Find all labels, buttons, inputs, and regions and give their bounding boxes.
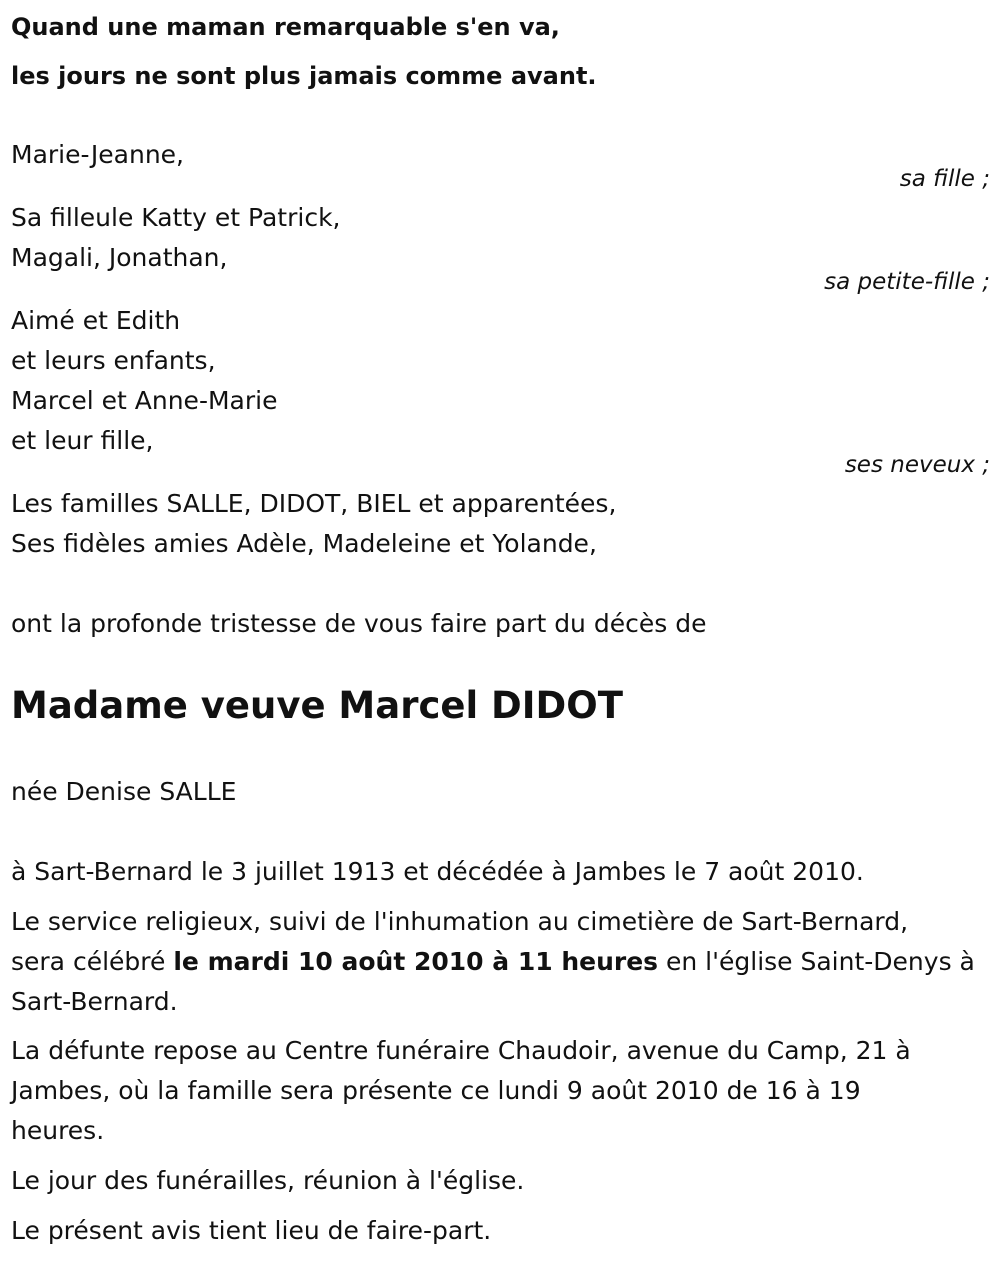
announcement: ont la profonde tristesse de vous faire part du décès de (11, 609, 707, 638)
relation-granddaughter: sa petite-fille ; (824, 269, 990, 295)
service-date-time: le mardi 10 août 2010 à 11 heures (173, 947, 659, 976)
service-line-2-pre: sera célébré (11, 947, 174, 976)
birth-name: née Denise SALLE (11, 777, 237, 806)
family-name-nephews-1: Aimé et Edith (11, 306, 181, 335)
relation-daughter: sa fille ; (899, 166, 990, 192)
family-others-2: Ses fidèles amies Adèle, Madeleine et Yolande, (11, 529, 597, 558)
family-others-1: Les familles SALLE, DIDOT, BIEL et apparentées, (11, 489, 617, 518)
meeting-note: Le jour des funérailles, réunion à l'église. (11, 1166, 525, 1195)
birth-death: à Sart-Bernard le 3 juillet 1913 et décédée à Jambes le 7 août 2010. (11, 857, 864, 886)
service-line-2 (11, 947, 975, 977)
deceased-name: Madame veuve Marcel DIDOT (11, 684, 623, 727)
service-line-3: Sart-Bernard. (11, 987, 178, 1016)
family-name-daughter: Marie-Jeanne, (11, 140, 184, 169)
family-name-granddaughter-2: Magali, Jonathan, (11, 243, 228, 272)
rest-line-1: La défunte repose au Centre funéraire Chaudoir, avenue du Camp, 21 à (11, 1036, 911, 1065)
rest-line-2: Jambes, où la famille sera présente ce lundi 9 août 2010 de 16 à 19 (11, 1076, 861, 1105)
family-name-nephews-4: et leur fille, (11, 426, 154, 455)
motto-line-1: Quand une maman remarquable s'en va, (11, 13, 560, 41)
notice-note: Le présent avis tient lieu de faire-part. (11, 1216, 492, 1245)
service-line-2-post: en l'église Saint-Denys à (658, 947, 975, 976)
family-name-nephews-2: et leurs enfants, (11, 346, 216, 375)
service-line-1: Le service religieux, suivi de l'inhumation au cimetière de Sart-Bernard, (11, 907, 909, 936)
rest-line-3: heures. (11, 1116, 105, 1145)
relation-nephews: ses neveux ; (844, 452, 990, 478)
family-name-granddaughter-1: Sa filleule Katty et Patrick, (11, 203, 341, 232)
motto-line-2: les jours ne sont plus jamais comme avant. (11, 62, 597, 90)
family-name-nephews-3: Marcel et Anne-Marie (11, 386, 278, 415)
